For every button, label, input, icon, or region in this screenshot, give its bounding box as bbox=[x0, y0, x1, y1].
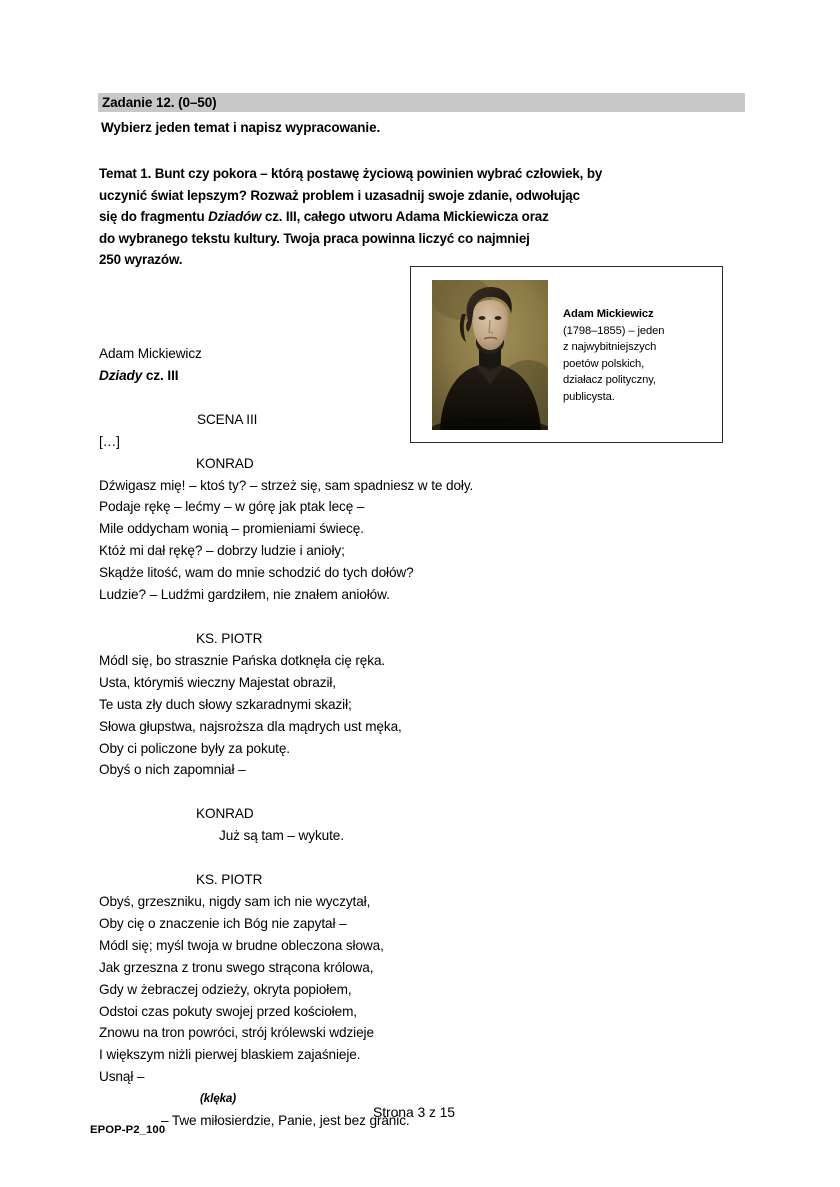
topic-line-4: 250 wyrazów. bbox=[99, 252, 183, 267]
caption-person-name: Adam Mickiewicz bbox=[563, 308, 654, 320]
topic-prompt bbox=[99, 163, 724, 271]
piotr1-line-2: Usta, którymiś wieczny Majestat obraził, bbox=[99, 674, 336, 690]
konrad1-line-6: Ludzie? – Ludźmi gardziłem, nie znałem aniołów. bbox=[99, 587, 390, 603]
konrad1-line-2: Podaje rękę – lećmy – w górę jak ptak lecę – bbox=[99, 499, 365, 515]
footer-exam-code: EPOP-P2_100 bbox=[90, 1124, 166, 1136]
speaker-konrad-1: KONRAD bbox=[196, 455, 254, 471]
piotr2-line-2: Oby cię o znaczenie ich Bóg nie zapytał – bbox=[99, 915, 347, 931]
excerpt-title bbox=[99, 365, 659, 387]
konrad2-line-1: Już są tam – wykute. bbox=[219, 828, 344, 844]
scene-label: SCENA III bbox=[197, 411, 258, 427]
spacer-3 bbox=[99, 781, 659, 803]
konrad1-line-1: Dźwigasz mię! – ktoś ty? – strzeż się, sam spadniesz w te doły. bbox=[99, 477, 474, 493]
caption-line-3: poetów polskich, bbox=[563, 357, 645, 370]
topic-line-1: uczynić świat lepszym? Rozważ problem i uzasadnij swoje zdanie, odwołując bbox=[99, 187, 580, 203]
piotr2-line-5: Gdy w żebraczej odzieży, okryta popiołem, bbox=[99, 981, 352, 997]
stage-direction-kleka: (klęka) bbox=[200, 1092, 237, 1106]
literary-excerpt bbox=[99, 343, 659, 1132]
piotr1-line-1: Módl się, bo strasznie Pańska dotknęła cię ręka. bbox=[99, 652, 386, 668]
piotr1-line-6: Obyś o nich zapomniał – bbox=[99, 762, 246, 778]
excerpt-ellipsis: […] bbox=[99, 433, 120, 449]
excerpt-title-rest: cz. III bbox=[142, 367, 179, 383]
speaker-konrad-2: KONRAD bbox=[196, 806, 254, 822]
piotr2-line-8: I większym niżli pierwej blaskiem zajaśnieje. bbox=[99, 1047, 361, 1063]
speaker-ks-piotr-2: KS. PIOTR bbox=[196, 872, 263, 888]
excerpt-author: Adam Mickiewicz bbox=[99, 346, 202, 361]
piotr2-line-9: Usnął – bbox=[99, 1069, 145, 1085]
caption-line-5: publicysta. bbox=[563, 390, 615, 403]
spacer-1 bbox=[99, 387, 659, 409]
speaker-ks-piotr-1: KS. PIOTR bbox=[196, 630, 263, 646]
piotr2-line-7: Znowu na tron powróci, strój królewski wdzieje bbox=[99, 1025, 374, 1041]
piotr1-line-4: Słowa głupstwa, najsroższa dla mądrych ust męka, bbox=[99, 718, 402, 734]
topic-italic-title: Dziadów bbox=[208, 209, 262, 224]
caption-line-4: działacz polityczny, bbox=[563, 374, 656, 387]
piotr2-closing-line: – Twe miłosierdzie, Panie, jest bez granic. bbox=[161, 1113, 410, 1129]
piotr2-line-4: Jak grzeszna z tronu swego strącona królowa, bbox=[99, 959, 374, 975]
piotr2-line-3: Módl się; myśl twoja w brudne obleczona słowa, bbox=[99, 937, 384, 953]
piotr1-line-5: Oby ci policzone były za pokutę. bbox=[99, 740, 290, 756]
caption-line-2: z najwybitniejszych bbox=[563, 341, 657, 354]
spacer-4 bbox=[99, 847, 659, 869]
konrad1-line-4: Któż mi dał rękę? – dobrzy ludzie i anioły; bbox=[99, 543, 345, 559]
piotr1-line-3: Te usta zły duch słowy szkaradnymi skaził; bbox=[99, 696, 352, 712]
spacer-2 bbox=[99, 606, 659, 628]
task-header-band bbox=[98, 93, 745, 112]
caption-line-1: (1798–1855) – jeden bbox=[563, 324, 665, 337]
footer-page-number: Strona 3 z 15 bbox=[373, 1104, 455, 1120]
piotr2-line-6: Odstoi czas pokuty swojej przed kościołem, bbox=[99, 1003, 357, 1019]
topic-line-2: się do fragmentu Dziadów cz. III, całego utworu Adama Mickiewicza oraz bbox=[99, 209, 549, 224]
konrad1-line-5: Skądże litość, wam do mnie schodzić do tych dołów? bbox=[99, 565, 414, 581]
topic-line-3: do wybranego tekstu kultury. Twoja praca powinna liczyć co najmniej bbox=[99, 230, 530, 246]
konrad1-line-3: Mile oddycham wonią – promieniami świecę. bbox=[99, 521, 364, 537]
topic-line-0: Temat 1. Bunt czy pokora – którą postawę życiową powinien wybrać człowiek, by bbox=[99, 166, 603, 181]
task-instruction: Wybierz jeden temat i napisz wypracowanie. bbox=[101, 120, 381, 135]
piotr2-line-1: Obyś, grzeszniku, nigdy sam ich nie wyczytał, bbox=[99, 894, 371, 910]
task-number-label: Zadanie 12. (0–50) bbox=[102, 95, 217, 110]
excerpt-title-italic: Dziady bbox=[99, 367, 143, 383]
